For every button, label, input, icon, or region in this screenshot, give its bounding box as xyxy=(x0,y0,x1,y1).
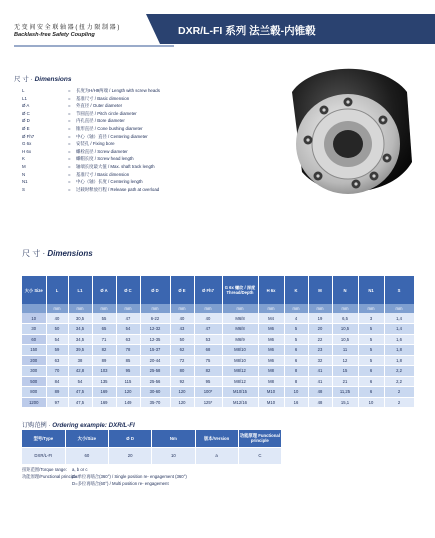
note-line xyxy=(22,473,322,480)
table-column-header: M xyxy=(308,276,332,304)
dimension-description: 过载时释放行程 / Release path at overload xyxy=(76,186,160,192)
table-row xyxy=(22,313,414,324)
ordering-column-header: Nm xyxy=(152,430,195,447)
table-cell: 47 xyxy=(194,324,222,335)
table-cell: 54 xyxy=(46,334,68,345)
table-cell: 95 xyxy=(194,376,222,387)
table-cell: 38 xyxy=(68,355,92,366)
table-cell: 15 xyxy=(332,366,358,377)
header-subtitle-en: Backlash-free Safety Coupling xyxy=(14,32,95,38)
dimension-description: 安装孔 / Fixing bore xyxy=(76,141,115,147)
table-unit-cell: mm xyxy=(222,304,258,313)
table-cell: 30,5 xyxy=(68,313,92,324)
ordering-cell: 10 xyxy=(152,447,195,464)
table-cell: 59 xyxy=(46,345,68,356)
table-cell: 6 xyxy=(284,345,308,356)
table-column-header: 大小 Size xyxy=(22,276,46,304)
table-cell: 41 xyxy=(308,376,332,387)
dimension-description: 节圆直径 / Pitch circle diameter xyxy=(76,110,137,116)
table-row xyxy=(22,324,414,335)
dimension-symbol: N xyxy=(22,171,26,177)
table-row xyxy=(22,334,414,345)
table-cell: 10,5 xyxy=(332,334,358,345)
dimension-legend-item xyxy=(22,140,222,148)
table-cell: 4 xyxy=(284,313,308,324)
equals-sign: = xyxy=(68,163,71,169)
dimensions-table-title-en: Dimensions xyxy=(47,249,93,258)
note-key: 功能原理/Functional principle: xyxy=(22,474,79,479)
note-value: a, b or c xyxy=(72,467,88,472)
table-unit-cell: mm xyxy=(46,304,68,313)
dimensions-table xyxy=(22,276,415,408)
table-row xyxy=(22,397,414,408)
table-cell: 50 xyxy=(46,324,68,335)
table-column-header: Ø D xyxy=(140,276,170,304)
header-rule xyxy=(14,45,174,47)
table-cell: 12-35 xyxy=(140,334,170,345)
table-cell: 42,8 xyxy=(68,366,92,377)
table-cell: M6 xyxy=(258,355,284,366)
dimensions-legend-title xyxy=(14,74,71,83)
coupling-product-image xyxy=(232,52,428,210)
dimension-legend-item xyxy=(22,102,222,110)
table-cell: 47,5 xyxy=(68,387,92,398)
equals-sign: = xyxy=(68,103,71,109)
table-cell: 82 xyxy=(194,366,222,377)
table-cell: 1,4 xyxy=(384,313,414,324)
header-title: DXR/L-FI 系列 法兰毂-内锥毂 xyxy=(178,25,316,37)
ordering-cell: C xyxy=(238,447,281,464)
table-cell: 63 xyxy=(46,355,68,366)
table-column-header: Ø A xyxy=(92,276,116,304)
table-cell: 135 xyxy=(92,376,116,387)
table-row xyxy=(22,366,414,377)
table-cell: 82 xyxy=(92,345,116,356)
table-column-header: Ø C xyxy=(116,276,140,304)
equals-sign: = xyxy=(68,110,71,116)
table-cell: 40 xyxy=(46,313,68,324)
table-cell: 150 xyxy=(22,345,46,356)
table-cell: 15,1 xyxy=(332,397,358,408)
dimension-symbol: Ø E xyxy=(22,125,30,131)
table-unit-cell: mm xyxy=(258,304,284,313)
table-cell: 21 xyxy=(332,376,358,387)
table-cell: 6,5 xyxy=(332,313,358,324)
table-cell: 80 xyxy=(170,366,194,377)
note-key: 扭矩范围/Torque range: xyxy=(22,467,67,472)
table-cell: 8 xyxy=(284,376,308,387)
table-cell: M6/9 xyxy=(222,334,258,345)
table-cell: 97 xyxy=(46,397,68,408)
ordering-column-header: 版本/Version xyxy=(195,430,238,447)
table-cell: 1,4 xyxy=(384,324,414,335)
dimensions-table-title xyxy=(22,248,93,259)
table-cell: 32 xyxy=(308,355,332,366)
table-unit-cell: mm xyxy=(116,304,140,313)
ordering-column-header: 大小/Size xyxy=(65,430,108,447)
table-cell: 6 xyxy=(284,355,308,366)
equals-sign: = xyxy=(68,141,71,147)
equals-sign: = xyxy=(68,148,71,154)
dimensions-table-header-row xyxy=(22,276,414,304)
table-cell: M8/10 xyxy=(222,345,258,356)
dimension-description: 轴端长度最大值 / Max. shaft track length xyxy=(76,163,155,169)
table-cell: 200 xyxy=(22,355,46,366)
table-cell: 2,2 xyxy=(384,376,414,387)
table-cell: 500 xyxy=(22,376,46,387)
table-cell: 120 xyxy=(170,397,194,408)
table-cell: 169 xyxy=(92,387,116,398)
dimension-description: 锥形直径 / Cone bushing diameter xyxy=(76,125,143,131)
table-cell: 2,2 xyxy=(384,366,414,377)
ordering-cell: 60 xyxy=(65,447,108,464)
dimension-symbol: S xyxy=(22,186,25,192)
table-unit-cell: mm xyxy=(68,304,92,313)
dimensions-table-units-row xyxy=(22,304,414,313)
table-cell: M12/16 xyxy=(222,397,258,408)
table-row xyxy=(22,376,414,387)
table-column-header: N xyxy=(332,276,358,304)
table-cell: 70 xyxy=(46,366,68,377)
table-cell: 120 xyxy=(116,387,140,398)
ordering-notes xyxy=(22,466,322,487)
table-cell: 41 xyxy=(308,366,332,377)
dimension-legend-item xyxy=(22,178,222,186)
table-cell: 54 xyxy=(68,376,92,387)
table-cell: M6 xyxy=(258,334,284,345)
table-cell: M10 xyxy=(258,397,284,408)
table-cell: M6/8 xyxy=(222,313,258,324)
table-cell: M8 xyxy=(258,366,284,377)
table-cell: 48 xyxy=(308,397,332,408)
dimension-legend-item xyxy=(22,163,222,171)
header-title-band xyxy=(160,14,435,44)
table-cell: 10 xyxy=(22,313,46,324)
equals-sign: = xyxy=(68,95,71,101)
dimension-legend-item xyxy=(22,171,222,179)
table-cell: 125* xyxy=(194,397,222,408)
table-cell: 5 xyxy=(358,324,384,335)
table-cell: 16 xyxy=(284,397,308,408)
table-column-header: K xyxy=(284,276,308,304)
dimension-symbol: L xyxy=(22,88,25,93)
table-cell: 11 xyxy=(332,345,358,356)
dimension-symbol: M xyxy=(22,163,26,169)
table-cell: 8 xyxy=(284,366,308,377)
table-cell: 800 xyxy=(22,387,46,398)
ordering-column-header: 功能原理 Functional principle xyxy=(238,430,281,447)
ordering-table-header-row xyxy=(22,430,282,447)
coupling-body xyxy=(292,69,412,194)
table-cell: 50 xyxy=(170,334,194,345)
table-cell: 85 xyxy=(116,355,140,366)
table-cell: 20 xyxy=(308,324,332,335)
equals-sign: = xyxy=(68,88,71,93)
table-cell: 120 xyxy=(170,387,194,398)
table-cell: 40 xyxy=(170,313,194,324)
table-column-header: Ø Fh7 xyxy=(194,276,222,304)
dimension-description: 基准尺寸 / Basic dimension xyxy=(76,171,130,177)
table-cell: 55 xyxy=(92,313,116,324)
dimension-description: 螺帽长度 / Screw head length xyxy=(76,156,134,162)
dimension-legend-item xyxy=(22,155,222,163)
table-cell: M10 xyxy=(258,387,284,398)
table-cell: 5 xyxy=(358,345,384,356)
ordering-example-title-zh: 订购范例 · xyxy=(22,422,53,429)
table-cell: 5 xyxy=(358,334,384,345)
table-row xyxy=(22,355,414,366)
table-cell: 53 xyxy=(194,334,222,345)
note-line xyxy=(22,466,322,473)
ordering-example-table xyxy=(22,430,282,464)
dimension-description: 中心（轴）直径 / Centering diameter xyxy=(76,133,148,139)
dimension-legend-item xyxy=(22,125,222,133)
table-cell: 300 xyxy=(22,366,46,377)
header-subtitle-zh: 无 变 间 安 全 联 轴 器 ( 扭 力 限 制 器 ) xyxy=(14,25,120,31)
table-cell: M8/12 xyxy=(222,376,258,387)
table-cell: 35-70 xyxy=(140,397,170,408)
table-cell: 39,5 xyxy=(68,345,92,356)
table-column-header: G 6x 螺纹 / 深度 Thread/Depth xyxy=(222,276,258,304)
table-cell: M8 xyxy=(258,376,284,387)
table-cell: 43 xyxy=(170,324,194,335)
dimension-symbol: G 6x xyxy=(22,141,32,147)
table-cell: 47,5 xyxy=(68,397,92,408)
table-cell: 60 xyxy=(22,334,46,345)
table-cell: 1200 xyxy=(22,397,46,408)
table-cell: 2 xyxy=(384,387,414,398)
table-cell: 30 xyxy=(22,324,46,335)
table-cell: 34,5 xyxy=(68,334,92,345)
table-unit-cell: mm xyxy=(308,304,332,313)
table-cell: 65 xyxy=(92,324,116,335)
table-cell: 62 xyxy=(170,345,194,356)
dimension-symbol: Ø Fh7 xyxy=(22,133,35,139)
dimension-legend-item xyxy=(22,186,222,194)
table-unit-cell: mm xyxy=(194,304,222,313)
table-cell: 92 xyxy=(170,376,194,387)
ordering-cell: DXR/L-FI xyxy=(22,447,65,464)
equals-sign: = xyxy=(68,171,71,177)
table-unit-cell: mm xyxy=(140,304,170,313)
note-line xyxy=(22,480,322,487)
table-cell: 48 xyxy=(308,387,332,398)
dimensions-table-body xyxy=(22,313,414,408)
dimensions-legend-list xyxy=(22,87,222,193)
table-cell: 95 xyxy=(116,366,140,377)
dimension-description: 外直径 / Outer diameter xyxy=(76,103,123,109)
ordering-cell: 20 xyxy=(109,447,152,464)
table-unit-cell: mm xyxy=(284,304,308,313)
table-cell: 25-58 xyxy=(140,366,170,377)
dimension-symbol: L1 xyxy=(22,95,27,101)
table-cell: M8/10 xyxy=(222,355,258,366)
equals-sign: = xyxy=(68,118,71,124)
table-cell: 1,8 xyxy=(384,355,414,366)
table-cell: 2 xyxy=(384,397,414,408)
table-cell: 89 xyxy=(46,387,68,398)
table-row xyxy=(22,387,414,398)
dimension-symbol: Ø C xyxy=(22,110,30,116)
dimension-description: 基准尺寸 / Basic dimension xyxy=(76,95,130,101)
table-cell: 78 xyxy=(116,345,140,356)
dimension-description: 螺栓直径 / Screw diameter xyxy=(76,148,128,154)
ordering-cell: a xyxy=(195,447,238,464)
ordering-column-header: Ø D xyxy=(109,430,152,447)
dimension-legend-item xyxy=(22,148,222,156)
dimension-legend-item xyxy=(22,87,222,95)
table-cell: 1,6 xyxy=(384,334,414,345)
table-cell: M8/12 xyxy=(222,366,258,377)
table-cell: 169 xyxy=(92,397,116,408)
table-cell: 72 xyxy=(170,355,194,366)
table-unit-cell: mm xyxy=(358,304,384,313)
table-cell: 6 xyxy=(358,387,384,398)
table-unit-cell xyxy=(22,304,46,313)
ordering-table-row xyxy=(22,447,282,464)
ordering-example-title-en: Ordering example: DXR/L-FI xyxy=(52,422,135,429)
table-column-header: L xyxy=(46,276,68,304)
equals-sign: = xyxy=(68,156,71,162)
equals-sign: = xyxy=(68,133,71,139)
dimension-legend-item xyxy=(22,117,222,125)
table-cell: 23 xyxy=(308,345,332,356)
dimension-description: 长度为H/H9两端 / Length with screw heads xyxy=(76,88,160,93)
table-row xyxy=(22,345,414,356)
table-cell: 10 xyxy=(284,387,308,398)
dimension-legend-item xyxy=(22,133,222,141)
table-cell: 40 xyxy=(194,313,222,324)
table-cell: 12 xyxy=(332,355,358,366)
table-cell: 1,8 xyxy=(384,345,414,356)
table-column-header: L1 xyxy=(68,276,92,304)
table-cell: 63 xyxy=(116,334,140,345)
table-unit-cell: mm xyxy=(92,304,116,313)
table-unit-cell: mm xyxy=(384,304,414,313)
table-cell: 25-56 xyxy=(140,376,170,387)
ordering-column-header: 型号/Type xyxy=(22,430,65,447)
dimension-symbol: K xyxy=(22,156,25,162)
ordering-example-title xyxy=(22,420,135,429)
dimension-symbol: Ø A xyxy=(22,103,30,109)
table-cell: 15-37 xyxy=(140,345,170,356)
table-cell: 22 xyxy=(308,334,332,345)
table-column-header: H 6x xyxy=(258,276,284,304)
table-cell: M4 xyxy=(258,313,284,324)
table-cell: 5 xyxy=(358,355,384,366)
equals-sign: = xyxy=(68,186,71,192)
table-cell: 100* xyxy=(194,387,222,398)
dimensions-legend-title-en: Dimensions xyxy=(34,76,72,83)
table-cell: 6 xyxy=(358,366,384,377)
table-cell: M6/8 xyxy=(222,324,258,335)
dimension-legend-item xyxy=(22,95,222,103)
table-cell: 34,5 xyxy=(68,324,92,335)
dimensions-table-title-zh: 尺 寸 · xyxy=(22,249,48,258)
table-cell: 47 xyxy=(116,313,140,324)
table-cell: 115 xyxy=(116,376,140,387)
dimension-symbol: Ø D xyxy=(22,118,30,124)
table-cell: M6 xyxy=(258,345,284,356)
table-cell: 10 xyxy=(358,397,384,408)
table-cell: 30-60 xyxy=(140,387,170,398)
table-column-header: Ø E xyxy=(170,276,194,304)
table-column-header: S xyxy=(384,276,414,304)
table-cell: 6 xyxy=(358,376,384,387)
dimensions-legend-title-zh: 尺 寸 · xyxy=(14,76,35,83)
note-value: C=单位再啮合(360°) / Single position re- engagement (360°) xyxy=(72,474,187,479)
table-unit-cell: mm xyxy=(332,304,358,313)
table-cell: 5 xyxy=(284,334,308,345)
table-cell: 10,5 xyxy=(332,324,358,335)
dimension-symbol: N1 xyxy=(22,179,28,185)
equals-sign: = xyxy=(68,179,71,185)
table-cell: 89 xyxy=(92,355,116,366)
table-cell: 5 xyxy=(284,324,308,335)
table-cell: 103 xyxy=(92,366,116,377)
table-cell: 19 xyxy=(308,313,332,324)
table-cell: 68 xyxy=(194,345,222,356)
table-cell: 11,25 xyxy=(332,387,358,398)
note-value: D=多位再啮合(60°) / Multi position re- engagement xyxy=(72,481,169,486)
table-unit-cell: mm xyxy=(170,304,194,313)
table-cell: 71 xyxy=(92,334,116,345)
table-cell: M6 xyxy=(258,324,284,335)
table-cell: 149 xyxy=(116,397,140,408)
dimension-legend-item xyxy=(22,110,222,118)
dimension-description: 中心（轴）长度 / Centering length xyxy=(76,179,143,185)
dimension-description: 内孔直径 / Bore diameter xyxy=(76,118,125,124)
table-cell: 75 xyxy=(194,355,222,366)
table-cell: M10/15 xyxy=(222,387,258,398)
table-cell: 12-32 xyxy=(140,324,170,335)
table-column-header: N1 xyxy=(358,276,384,304)
table-cell: 54 xyxy=(116,324,140,335)
table-cell: 6-22 xyxy=(140,313,170,324)
equals-sign: = xyxy=(68,125,71,131)
table-cell: 3 xyxy=(358,313,384,324)
dimension-symbol: H 6x xyxy=(22,148,32,154)
table-cell: 84 xyxy=(46,376,68,387)
table-cell: 20-44 xyxy=(140,355,170,366)
